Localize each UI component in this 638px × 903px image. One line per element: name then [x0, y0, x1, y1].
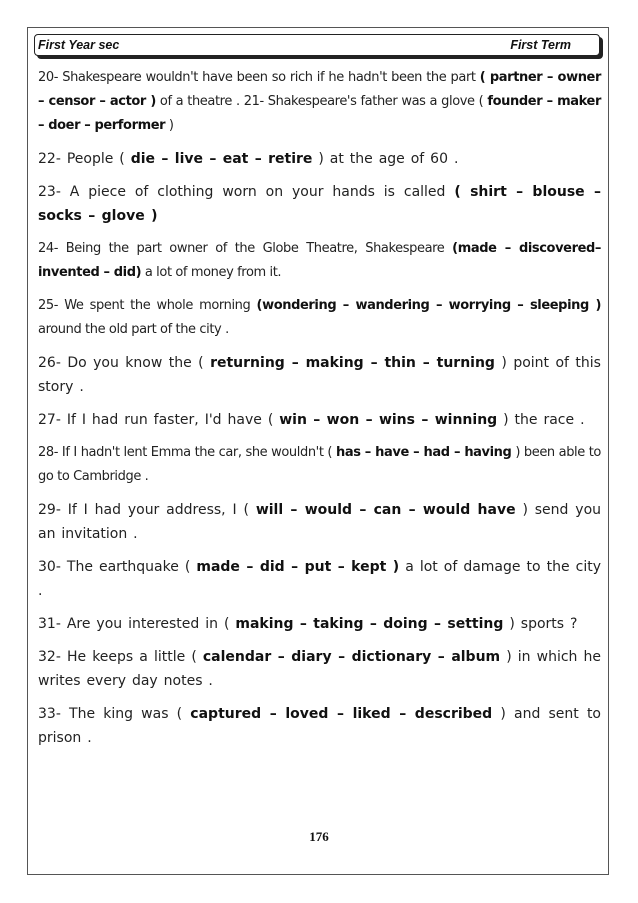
answer-options: will – would – can – would have [255, 502, 516, 518]
question-text: ) and sent to prison . [38, 706, 601, 746]
question-text: a lot of money from it. [141, 265, 282, 280]
question-33 [38, 702, 601, 750]
answer-options: has – have – had – having [335, 445, 512, 460]
question-23 [38, 180, 601, 228]
question-28 [38, 441, 601, 489]
question-text: 29- If I had your address, I ( [38, 502, 256, 518]
answer-options: ( shirt – blouse – socks – glove ) [38, 184, 601, 224]
question-text: ) point of this story . [38, 355, 601, 395]
question-text: 26- Do you know the ( [38, 355, 211, 371]
answer-options: ( partner – owner – censor – actor ) [38, 70, 601, 109]
question-text: around the old part of the city . [38, 322, 229, 337]
question-text: 24- Being the part owner of the Globe Theatre, Shakespeare [38, 241, 453, 256]
question-text: ) sports ? [503, 616, 578, 632]
question-24 [38, 237, 601, 285]
question-29 [38, 498, 601, 546]
question-text: 23- A piece of clothing worn on your hands is called [38, 184, 455, 200]
question-text: ) [165, 118, 174, 133]
question-22 [38, 147, 601, 171]
question-text: ) the race . [497, 412, 585, 428]
answer-options: win – won – wins – winning [279, 412, 498, 428]
question-30 [38, 555, 601, 603]
questions-list [38, 66, 601, 759]
question-27 [38, 408, 601, 432]
question-text: 30- The earthquake ( [38, 559, 197, 575]
answer-options: founder – maker – doer – performer [38, 94, 601, 133]
header-left: First Year sec [38, 38, 120, 52]
question-text: ) been able to go to Cambridge . [38, 445, 601, 484]
answer-options: (wondering – wandering – worrying – sleeping ) [256, 298, 601, 313]
question-text: of a theatre . 21- Shakespeare's father was a glove ( [155, 94, 488, 109]
question-text: 20- Shakespeare wouldn't have been so rich if he hadn't been the part [38, 70, 480, 85]
question-25 [38, 294, 601, 342]
question-26 [38, 351, 601, 399]
question-text: ) in which he writes every day notes . [38, 649, 601, 689]
answer-options: captured – loved – liked – described [190, 706, 493, 722]
answer-options: (made – discovered– invented – did) [38, 241, 602, 280]
answer-options: making – taking – doing – setting [235, 616, 504, 632]
question-text: 31- Are you interested in ( [38, 616, 236, 632]
answer-options: die – live – eat – retire [130, 151, 313, 167]
page-header [34, 34, 600, 56]
question-text: 32- He keeps a little ( [38, 649, 203, 665]
question-text: ) at the age of 60 . [312, 151, 459, 167]
answer-options: calendar – diary – dictionary – album [202, 649, 501, 665]
question-32 [38, 645, 601, 693]
header-right: First Term [510, 38, 571, 52]
question-text: 33- The king was ( [38, 706, 191, 722]
question-text: 28- If I hadn't lent Emma the car, she wouldn't ( [38, 445, 336, 460]
question-31 [38, 612, 601, 636]
question-text: 22- People ( [38, 151, 131, 167]
question-text: 27- If I had run faster, I'd have ( [38, 412, 280, 428]
question-20 [38, 66, 601, 138]
question-text: a lot of damage to the city . [38, 559, 602, 599]
answer-options: returning – making – thin – turning [210, 355, 495, 371]
question-text: 25- We spent the whole morning [38, 298, 257, 313]
page-number: 176 [309, 829, 329, 844]
answer-options: made – did – put – kept ) [196, 559, 400, 575]
question-text: ) send you an invitation . [38, 502, 602, 542]
